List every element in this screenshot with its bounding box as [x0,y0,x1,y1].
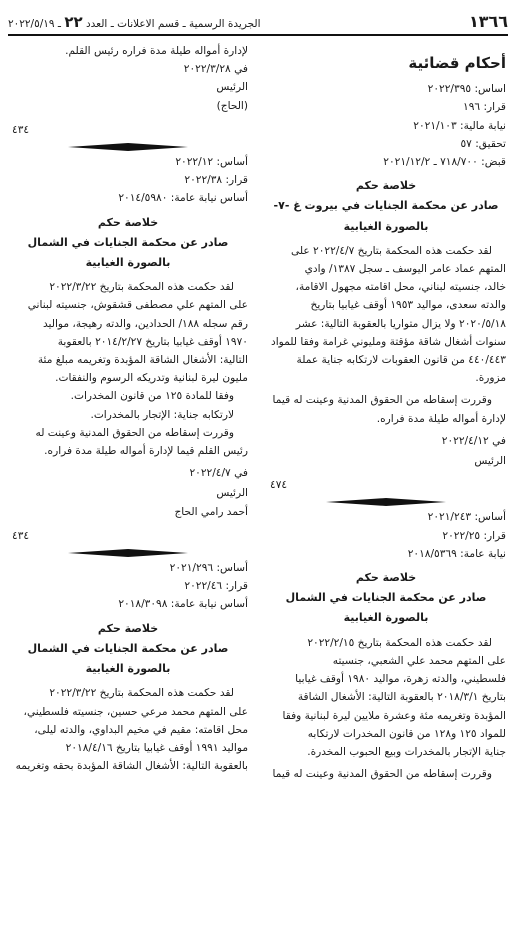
court-subtitle: بالصورة الغيابية [85,256,171,270]
case-meta: قرار: ٢٠٢٢/٤٦ [184,580,248,593]
signature-name: (الحاج) [216,99,248,112]
section-divider [266,496,506,508]
closing-line: وقررت إسقاطه من الحقوق المدنية وعينت له قيما [272,394,492,407]
judgment-line: مزورة. [475,372,506,385]
left-column [8,42,248,775]
judgment-line: محل اقامته: مقيم في مخيم البداوي، والدته ليلى، [34,723,248,736]
judgment-block [8,153,248,527]
judgment-line: بتاريخ ٢٠١٨/٣/١ بالعقوبة التالية: الأشغال الشاقة [297,691,506,704]
issue-date: ـ ٢٠٢٢/٥/١٩ [8,18,61,30]
case-meta: قرار: ٢٠٢٢/٢٥ [442,529,506,542]
judgment-line: للمواد ١٢٥ و١٢٨ من قانون المخدرات لارتكابه [307,727,506,740]
page-number: ١٣٦٦ [468,12,508,31]
case-meta: أساس: ٢٠٢١/٢٤٣ [427,511,506,524]
gazette-title: الجريدة الرسمية ـ قسم الاعلانات ـ العدد [85,18,261,30]
notice-number: ٤٧٤ [270,479,288,492]
case-meta: اساس: ٢٠٢٢/٣٩٥ [427,83,506,96]
summary-title: خلاصة حكم [355,179,417,193]
case-meta: قرار: ١٩٦ [463,101,506,114]
case-meta: قرار: ٢٠٢٢/٣٨ [184,174,248,187]
judgment-line: المتهم عماد عامر اليوسف ـ سجل ١٣٨٧/ وادي [304,263,506,276]
judgment-date: في ٢٠٢٢/٤/١٢ [441,434,506,447]
judgment-block [266,508,506,783]
case-meta: قبض: ٧١٨/٧٠٠ ـ ٢٠٢١/١٢/٢ [383,156,506,169]
closing-line: رئيس القلم قيما لإدارة أمواله طيلة مدة فراره. [44,445,248,458]
case-meta: نيابة عامة: ٢٠١٨/٥٣٦٩ [407,547,506,560]
judgment-block [8,559,248,775]
judgment-line: لقد حكمت هذه المحكمة بتاريخ ٢٠٢٢/٣/٢٢ [49,687,234,700]
court-subtitle: بالصورة الغيابية [85,662,171,676]
judgment-line: ١٩٧٠ أوقف غيابيا بتاريخ ٢٠١٤/٢/٢٧ بالعقوبة [57,335,248,348]
right-column [266,48,506,783]
judgment-line: فلسطيني، والدته زهرة، مواليد ١٩٨٠ أوقف غيابيا [295,673,506,686]
closing-line: لإدارة أمواله طيلة مدة فراره. [376,412,506,425]
judgment-line: لارتكابه جناية: الإتجار بالمخدرات. [90,408,234,421]
section-title: أحكام قضائية [408,54,506,72]
header-title [8,13,261,31]
issue-number: ٢٢ [64,13,83,31]
judgment-line: لقد حكمت هذه المحكمة بتاريخ ٢٠٢٢/٢/١٥ [307,636,492,649]
judgment-line: المؤبدة وتغريمه مئة وعشرة ملايين ليرة لبنانية وفقا [282,709,506,722]
section-divider [8,547,248,559]
section-divider [8,141,248,153]
notice-number: ٤٣٤ [12,123,30,136]
judgment-date: في ٢٠٢٢/٣/٢٨ [183,63,248,76]
judgment-line: مواليد ١٩٩١ أوقف غيابيا بتاريخ ٢٠١٨/٤/١٦ [65,741,248,754]
case-meta: أساس نيابة عامة: ٢٠١٨/٣٠٩٨ [118,598,248,611]
court-title: صادر عن محكمة الجنايات في الشمال [27,235,229,249]
page-header [8,10,508,36]
closing-line: وقررت إسقاطه من الحقوق المدنية وعينت له [35,426,234,439]
judgment-line: مليون ليرة لبنانية وتدريكه الرسوم والنفقات. [55,372,248,385]
signature-title: الرئيس [216,81,248,94]
court-subtitle: بالصورة الغيابية [343,219,429,233]
judgment-line: التالية: الأشغال الشاقة المؤبدة وتغريمه مبلغ مئة [37,354,248,367]
court-title: صادر عن محكمة الجنايات في الشمال [285,591,487,605]
judgment-line: رقم سجله ١٨٨/ الحدادين، والدته رهيجة، مواليد [42,317,248,330]
court-title: صادر عن محكمة الجنايات في بيروت غ -٧- [273,199,499,213]
continued-line: لإدارة أمواله طيلة مدة فراره رئيس القلم. [65,45,248,57]
judgment-line: بالعقوبة التالية: الأشغال الشاقة المؤبدة بحقه وتغريمه [15,760,248,773]
case-meta: أساس: ٢٠٢٢/١٢ [175,156,248,169]
judgment-line: سنوات أشغال شاقة مؤقتة ومليوني غرامة وفقا للمواد [270,335,506,348]
case-meta: أساس: ٢٠٢١/٢٩٦ [169,562,248,575]
judgment-line: وفقا للمادة ١٢٥ من قانون المخدرات. [70,390,234,403]
notice-number: ٤٣٤ [12,529,30,542]
summary-title: خلاصة حكم [97,621,159,635]
judgment-line: ٤٤٠/٤٤٣ من قانون العقوبات لارتكابه جناية عملة [296,354,506,367]
summary-title: خلاصة حكم [97,215,159,229]
judgment-line: على المتهم محمد علي الشعبي، جنسيته [332,654,506,667]
judgment-line: والدته سعدى، مواليد ١٩٥٣ أوقف غيابيا بتاريخ [310,299,506,312]
judgment-line: على المتهم محمد مرعي حسين، جنسيته فلسطيني، [23,705,248,718]
case-meta: تحقيق: ٥٧ [460,137,506,150]
judgment-line: خالد، جنسيته لبناني، محل اقامته مجهول الاقامة، [295,281,506,294]
signature-title: الرئيس [474,455,506,468]
judgment-block [266,80,506,476]
judgment-line: على المتهم علي مصطفى قشقوش، جنسيته لبناني [27,299,248,312]
judgment-date: في ٢٠٢٢/٤/٧ [189,467,248,480]
judgment-line: لقد حكمت هذه المحكمة بتاريخ ٢٠٢٢/٤/٧ على [291,244,492,257]
summary-title: خلاصة حكم [355,571,417,585]
signature-name: أحمد رامي الحاج [174,505,248,518]
court-subtitle: بالصورة الغيابية [343,611,429,625]
closing-line: وقررت إسقاطه من الحقوق المدنية وعينت له قيما [272,768,492,781]
case-meta: أساس نيابة عامة: ٢٠١٤/٥٩٨٠ [118,192,248,205]
case-meta: نيابة مالية: ٢٠٢١/١٠٣ [413,119,506,132]
judgment-line: لقد حكمت هذه المحكمة بتاريخ ٢٠٢٢/٣/٢٢ [49,281,234,294]
court-title: صادر عن محكمة الجنايات في الشمال [27,641,229,655]
judgment-line: ٢٠٢٠/٥/١٨ ولا يزال متواريا بالعقوبة التالية: عشر [295,317,506,330]
signature-title: الرئيس [216,487,248,500]
judgment-line: جناية الإتجار بالمخدرات وبيع الحبوب المخدرة. [307,745,506,758]
